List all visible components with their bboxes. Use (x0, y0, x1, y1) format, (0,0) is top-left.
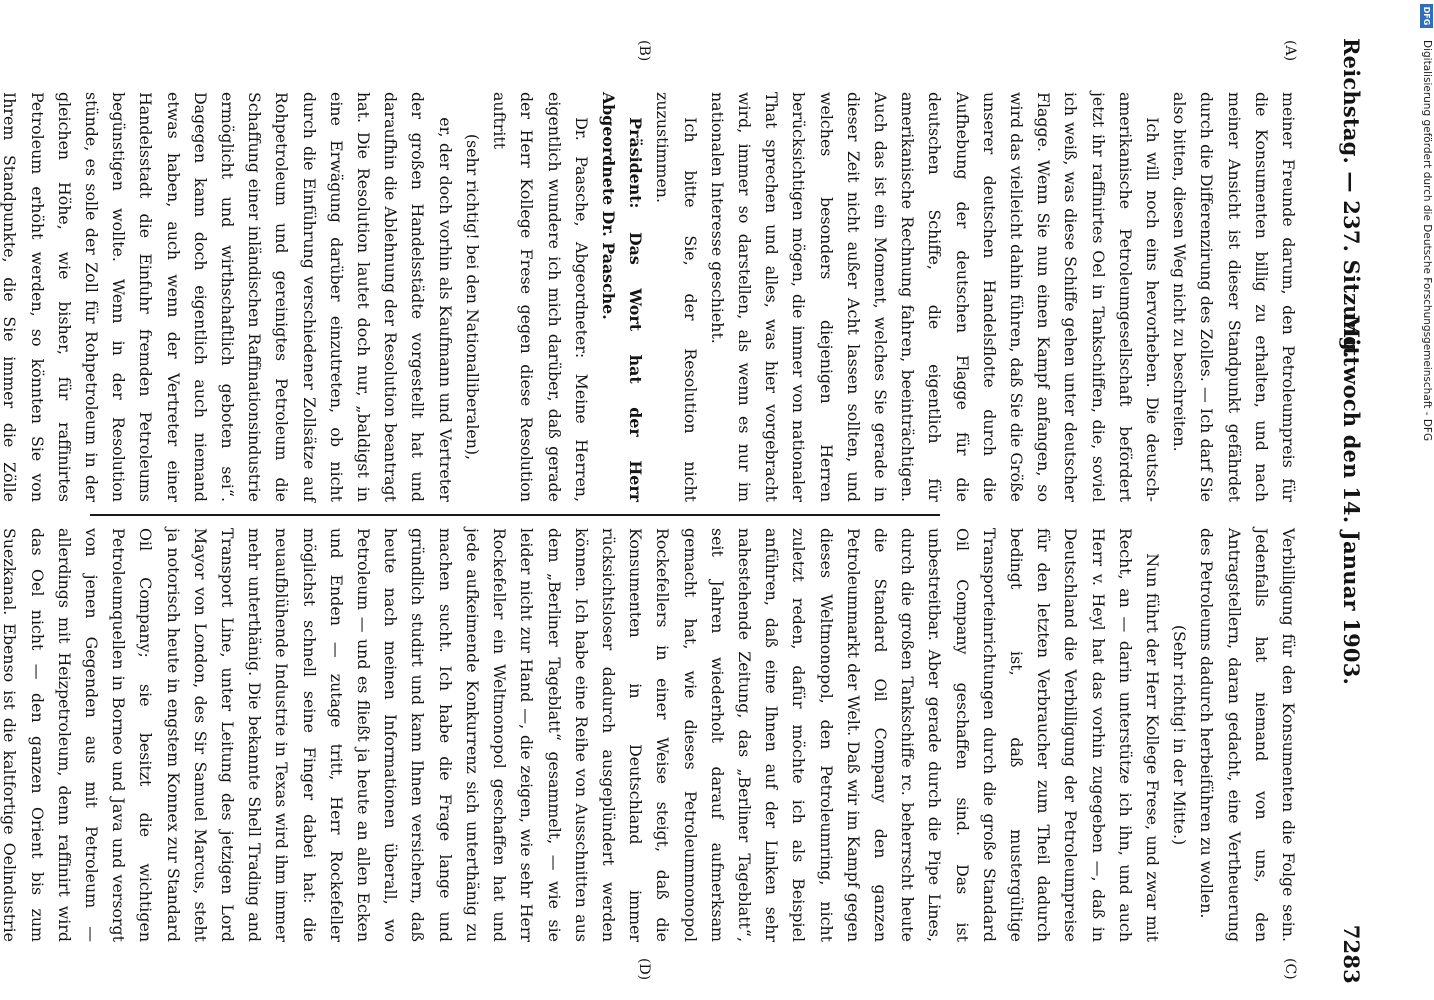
margin-mark-a: (A) (1282, 40, 1298, 62)
margin-mark-d: (D) (636, 958, 652, 981)
interjection: (Sehr richtig! in der Mitte.) (1170, 624, 1190, 846)
page-number: 7283 (1339, 924, 1364, 984)
right-column (0, 528, 1302, 942)
digitization-credit: Digitalisierung gefördert durch die Deutsche Forschungsgemeinschaft - DFG (1421, 40, 1433, 442)
paragraph: er, der doch vorhin als Kaufmann und Vertreter der großen Handelsstädte vorgestellt hat und daraufhin die Ablehnung der Resolution beantragt hat. Die Resolution lautet doch nur, „baldigst in eine Erwägung darüber einzutreten, ob nicht durch die Einführung verschiedener Zollsätze auf Rohpetroleum und gereinigtes Petroleum die Schaffung einer inländischen Raffinationsindustrie ermöglicht und wirthschaftlich geboten sei“. Dagegen kann doch eigentlich auch niemand etwas haben, auch wenn der Vertreter einer Handelsstadt die Einfuhr fremden Petroleums begünstigen wollte. Wenn in der Resolution stünde, es solle der Zoll für Rohpetroleum in der gleichen Höhe, wie bisher, für raffinirtes Petroleum erhöht werden, so könnten Sie von Ihrem Standpunkte, die Sie immer die Zölle (0, 92, 455, 502)
interjection: (sehr richtig! bei den Nationalliberalen), (462, 133, 482, 461)
paragraph: meiner Freunde darum, den Petroleumpreis für die Konsumenten billig zu erhalten, und nach meiner Ansicht ist dieser Standpunkt gefährdet durch die Differenzirung des Zolles. — Ich darf Sie also bitten, diesen Weg nicht zu beschreiten. (1170, 92, 1298, 502)
paragraph: Verbilligung für den Konsumenten die Folge sein. Jedenfalls hat niemand von uns, den Antragstellern, daran gedacht, eine Vertheuerung des Petroleums dadurch herbeiführen zu wollen. (1197, 528, 1298, 942)
header-session: Reichstag. — 237. Sitzung. (1339, 38, 1364, 359)
header-date: Mittwoch den 14. Januar 1903. (1339, 314, 1364, 686)
dfg-logo: DFG (1420, 4, 1433, 28)
paragraph: Nun führt der Herr Kollege Frese, und zwar mit Recht, an — darin unterstütze ich ihn, und auch Herr v. Heyl hat das vorhin zugegeben —, daß in Deutschland die Verbilligung der Petroleumpreise für den letzten Verbraucher zum Theil dadurch bedingt ist, daß mustergültige Transporteinrichtungen durch die große Standard Oil Company geschaffen sind. Das ist unbestreitbar. Aber gerade durch die Pipe Lines, durch die großen Tankschiffe rc. beherrscht heute die Standard Oil Company den ganzen Petroleummarkt der Welt. Daß wir im Kampf gegen dieses Weltmonopol, den Petroleumring, nicht zuletzt reden, dafür möchte ich als Beispiel anführen, daß eine Ihnen auf der Linken sehr nahestehende Zeitung, das „Berliner Tageblatt“, seit Jahren wiederholt darauf aufmerksam gemacht hat, wie dieses Petroleummonopol Rockefellers in einer Weise steigt, daß die Konsumenten in Deutschland immer rücksichtsloser dadurch ausgeplündert werden können. Ich habe eine Reihe von Ausschnitten aus dem „Berliner Tageblatt“ gesammelt, — wie sie leider nicht zur Hand —, die zeigen, wie sehr Herr Rockefeller ein Weltmonopol geschaffen hat und jede aufkeimende Konkurrenz sich unterthänig zu machen sucht. Ich habe die Frage lange und gründlich studirt und kann Ihnen versichern, daß heute nach meinen Informationen überall, wo Petroleum — und es fließt ja heute an allen Ecken und Enden — zutage tritt, Herr Rockefeller möglichst schnell seine Finger dabei hat: die neuaufblühende Industrie in Texas wird ihm immer mehr unterthänig. Die bekannte Shell Trading and Transport Line, unter Leitung des jetzigen Lord Mayor von London, des Sir Samuel Marcus, steht ja notorisch heute in engstem Konnex zur Standard Oil Company; sie besitzt die wichtigen Petroleumquellen in Borneo und Java und versorgt von jenen Gegenden aus mit Petroleum — allerdings mit Heizpetroleum, denn raffinirt wird das Oel nicht — den ganzen Orient bis zum Suezkanal. Ebenso ist die kaltfortige Oelindustrie (0, 528, 1162, 942)
digitization-note (1419, 0, 1434, 1000)
paragraph: Ich will noch eins hervorheben. Die deutsch-amerikanische Petroleumgesellschaft befördert jetzt ihr raffinirtes Oel in Tankschiffen, die, soviel ich weiß, was diese Schiffe gehen unter deutscher Flagge. Wenn Sie nun einen Kampf anfangen, so wird das vielleicht dahin führen, daß Sie die Größe unserer deutschen Handelsflotte durch die Aufhebung der deutschen Flagge für die deutschen Schiffe, die eigentlich für amerikanische Rechnung fahren, beeinträchtigen. Auch das ist ein Moment, welches Sie gerade in dieser Zeit nicht außer Acht lassen sollten, und welches besonders diejenigen Herren berücksichtigen mögen, die immer von nationaler That sprechen und alles, was hier vorgebracht wird, immer so darstellen, als wenn es nur im nationalen Interesse geschieht. (707, 92, 1162, 502)
speaker-line: Präsident: Das Wort hat der Herr Abgeordnete Dr. Paasche. (598, 92, 646, 502)
paragraph: Dr. Paasche, Abgeordneter: Meine Herren, eigentlich wundere ich mich darüber, daß gerade der Herr Kollege Frese gegen diese Resolution auftritt (490, 92, 591, 502)
margin-mark-c: (C) (1282, 958, 1298, 980)
paragraph: Ich bitte Sie, der Resolution nicht zuzustimmen. (653, 92, 700, 502)
column-divider (90, 514, 940, 516)
left-column (0, 92, 1302, 502)
margin-mark-b: (B) (636, 40, 652, 62)
page-header (1320, 0, 1364, 1000)
